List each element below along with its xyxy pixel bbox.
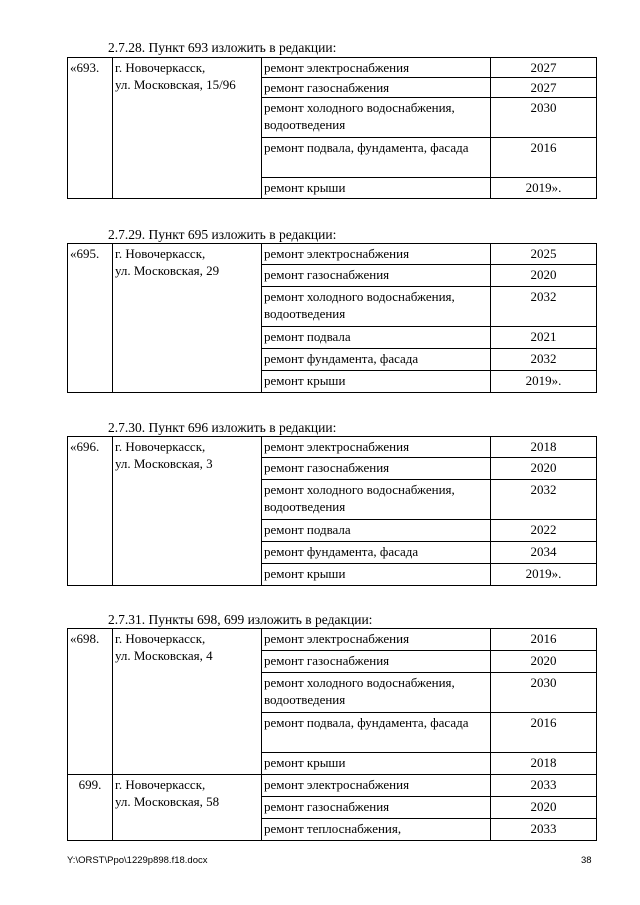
address-city: г. Новочеркасск, <box>115 631 206 646</box>
address-city: г. Новочеркасск, <box>115 60 206 75</box>
work-year: 2025 <box>491 244 597 265</box>
item-number: «696. <box>68 437 113 586</box>
work-type: ремонт крыши <box>262 753 491 775</box>
work-type: ремонт электроснабжения <box>262 58 491 78</box>
work-type: ремонт электроснабжения <box>262 629 491 651</box>
work-year: 2021 <box>491 327 597 349</box>
work-year: 2030 <box>491 98 597 138</box>
work-type: ремонт крыши <box>262 564 491 586</box>
work-year: 2033 <box>491 775 597 797</box>
work-type: ремонт газоснабжения <box>262 78 491 98</box>
work-year: 2034 <box>491 542 597 564</box>
address-cell <box>113 629 262 775</box>
work-type: ремонт подвала, фундамента, фасада <box>262 713 491 753</box>
work-year: 2019». <box>491 371 597 393</box>
work-year: 2022 <box>491 520 597 542</box>
work-year: 2016 <box>491 138 597 178</box>
section-heading: 2.7.30. Пункт 696 изложить в редакции: <box>108 420 337 435</box>
work-type: ремонт электроснабжения <box>262 437 491 458</box>
work-type: ремонт подвала <box>262 327 491 349</box>
work-type: ремонт крыши <box>262 371 491 393</box>
address-street: ул. Московская, 3 <box>115 456 213 471</box>
work-type: ремонт подвала, фундамента, фасада <box>262 138 491 178</box>
work-year: 2018 <box>491 753 597 775</box>
work-year: 2019». <box>491 178 597 199</box>
work-type: ремонт фундамента, фасада <box>262 349 491 371</box>
address-cell <box>113 775 262 841</box>
work-year: 2030 <box>491 673 597 713</box>
work-year: 2020 <box>491 797 597 819</box>
amendment-table <box>67 57 597 199</box>
address-street: ул. Московская, 15/96 <box>115 77 236 92</box>
amendment-table <box>67 628 597 841</box>
address-city: г. Новочеркасск, <box>115 439 206 454</box>
work-type: ремонт газоснабжения <box>262 651 491 673</box>
address-street: ул. Московская, 29 <box>115 263 220 278</box>
work-type: ремонт электроснабжения <box>262 775 491 797</box>
work-year: 2032 <box>491 480 597 520</box>
work-type: ремонт газоснабжения <box>262 265 491 287</box>
footer-page-number: 38 <box>581 855 592 866</box>
address-street: ул. Московская, 58 <box>115 794 220 809</box>
work-year: 2027 <box>491 78 597 98</box>
work-year: 2032 <box>491 349 597 371</box>
section-heading: 2.7.31. Пункты 698, 699 изложить в редакции: <box>108 612 373 627</box>
work-type: ремонт электроснабжения <box>262 244 491 265</box>
item-number: «695. <box>68 244 113 393</box>
work-type: ремонт холодного водоснабжения, водоотведения <box>262 673 491 713</box>
address-cell <box>113 437 262 586</box>
work-type: ремонт газоснабжения <box>262 458 491 480</box>
footer-file-path: Y:\ORST\Ppo\1229p898.f18.docx <box>67 855 208 866</box>
section-heading: 2.7.28. Пункт 693 изложить в редакции: <box>108 40 337 55</box>
work-year: 2020 <box>491 458 597 480</box>
work-type: ремонт холодного водоснабжения, водоотведения <box>262 98 491 138</box>
work-year: 2016 <box>491 713 597 753</box>
amendment-table <box>67 243 597 393</box>
section-heading: 2.7.29. Пункт 695 изложить в редакции: <box>108 227 337 242</box>
work-type: ремонт подвала <box>262 520 491 542</box>
work-type: ремонт фундамента, фасада <box>262 542 491 564</box>
work-type: ремонт газоснабжения <box>262 797 491 819</box>
item-number: 699. <box>68 775 113 841</box>
amendment-table <box>67 436 597 586</box>
work-year: 2033 <box>491 819 597 841</box>
work-year: 2016 <box>491 629 597 651</box>
work-type: ремонт холодного водоснабжения, водоотведения <box>262 480 491 520</box>
work-year: 2019». <box>491 564 597 586</box>
work-type: ремонт крыши <box>262 178 491 199</box>
work-type: ремонт теплоснабжения, <box>262 819 491 841</box>
work-year: 2027 <box>491 58 597 78</box>
address-city: г. Новочеркасск, <box>115 777 206 792</box>
item-number: «698. <box>68 629 113 775</box>
work-year: 2032 <box>491 287 597 327</box>
address-cell <box>113 244 262 393</box>
work-year: 2020 <box>491 265 597 287</box>
address-city: г. Новочеркасск, <box>115 246 206 261</box>
item-number: «693. <box>68 58 113 199</box>
work-type: ремонт холодного водоснабжения, водоотведения <box>262 287 491 327</box>
address-street: ул. Московская, 4 <box>115 648 213 663</box>
work-year: 2020 <box>491 651 597 673</box>
work-year: 2018 <box>491 437 597 458</box>
address-cell <box>113 58 262 199</box>
